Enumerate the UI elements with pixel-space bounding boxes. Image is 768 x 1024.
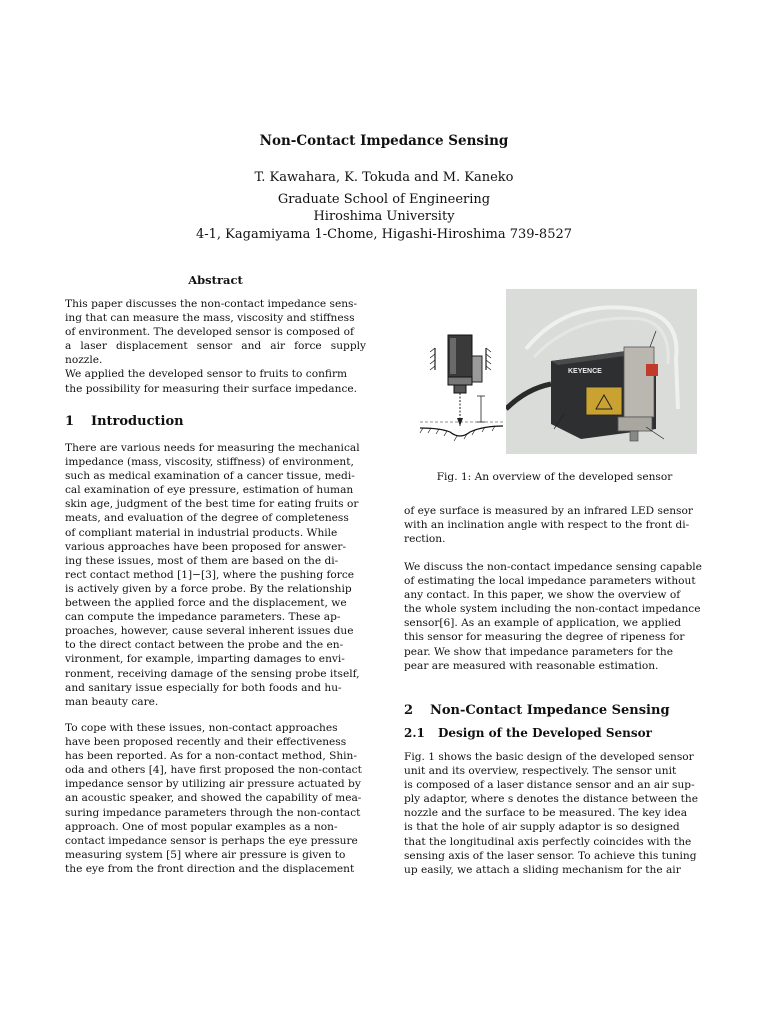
section-2-heading bbox=[404, 703, 670, 718]
text-line: nozzle and the surface to be measured. The key idea bbox=[404, 807, 688, 820]
subsection-title: Design of the Developed Sensor bbox=[438, 726, 652, 740]
text-line: rect contact method [1]−[3], where the pushing force bbox=[65, 568, 355, 581]
sensor-schematic-diagram bbox=[415, 330, 507, 448]
text-line: unit and its overview, respectively. The sensor unit bbox=[404, 765, 677, 778]
text-line: meats, and evaluation of the degree of completeness bbox=[65, 512, 349, 525]
intro-paragraph-2 bbox=[65, 721, 366, 876]
sensor-photo bbox=[506, 289, 697, 454]
text-line: impedance (mass, viscosity, stiffness) of environment, bbox=[65, 456, 354, 469]
affiliation-address: 4-1, Kagamiyama 1-Chome, Higashi-Hiroshima 739-8527 bbox=[195, 226, 573, 242]
text-line: To cope with these issues, non-contact approaches bbox=[65, 722, 338, 734]
text-line: the possibility for measuring their surface impedance. bbox=[65, 382, 358, 395]
text-line: There are various needs for measuring the mechanical bbox=[65, 442, 360, 454]
text-line: We applied the developed sensor to fruits to confirm bbox=[65, 368, 348, 381]
text-line: suring impedance parameters through the non-contact bbox=[65, 806, 361, 819]
text-line: sensing axis of the laser sensor. To achieve this tuning bbox=[404, 849, 697, 862]
text-line: of compliant material in industrial products. While bbox=[65, 526, 338, 539]
text-line: ing that can measure the mass, viscosity and stiffness bbox=[65, 312, 355, 325]
text-line: rection. bbox=[404, 533, 446, 546]
text-line: impedance sensor by utilizing air pressure actuated by bbox=[65, 778, 361, 791]
text-line: skin age, judgment of the best time for eating fruits or bbox=[65, 498, 359, 511]
text-line: measuring system [5] where air pressure is given to bbox=[65, 848, 346, 861]
text-line: and sanitary issue especially for both foods and hu- bbox=[65, 681, 342, 694]
text-line: ply adaptor, where s denotes the distance between the bbox=[404, 793, 698, 806]
text-line: is that the hole of air supply adaptor is so designed bbox=[404, 821, 680, 834]
text-line: such as medical examination of a cancer tissue, medi- bbox=[65, 470, 355, 483]
intro-continuation bbox=[404, 504, 705, 546]
text-line: man beauty care. bbox=[65, 695, 159, 708]
text-line: can compute the impedance parameters. These ap- bbox=[65, 611, 341, 624]
affiliation-university: Hiroshima University bbox=[313, 209, 455, 224]
section-title: Introduction bbox=[91, 414, 184, 429]
text-line: ing these issues, most of them are based on the di- bbox=[65, 554, 339, 567]
text-line: proaches, however, cause several inherent issues due bbox=[65, 625, 354, 638]
text-line: is actively given by a force probe. By the relationship bbox=[65, 582, 352, 595]
text-line: is composed of a laser distance sensor and an air sup- bbox=[404, 779, 695, 792]
text-line: that the longitudinal axis perfectly coincides with the bbox=[404, 835, 692, 848]
text-line: with an inclination angle with respect to the front di- bbox=[404, 519, 690, 532]
text-line: of environment. The developed sensor is composed of bbox=[65, 326, 354, 339]
text-line: have been proposed recently and their effectiveness bbox=[65, 736, 347, 749]
text-line: cal examination of eye pressure, estimation of human bbox=[65, 484, 354, 497]
text-line: an acoustic speaker, and showed the capability of mea- bbox=[65, 792, 362, 805]
authors: T. Kawahara, K. Tokuda and M. Kaneko bbox=[254, 170, 514, 185]
subsection-2-1-heading bbox=[404, 726, 652, 740]
text-line: various approaches have been proposed for answer- bbox=[65, 540, 347, 553]
text-line: sensor[6]. As an example of application, we applied bbox=[404, 617, 682, 630]
text-line: This paper discusses the non-contact impedance sens- bbox=[65, 298, 358, 310]
text-line: Fig. 1 shows the basic design of the developed sensor bbox=[404, 751, 694, 763]
text-line: ronment, receiving damage of the sensing probe itself, bbox=[65, 667, 360, 680]
brand-label: KEYENCE bbox=[568, 368, 602, 375]
text-line: up easily, we attach a sliding mechanism for the air bbox=[404, 863, 681, 876]
section-number: 1 bbox=[65, 414, 75, 429]
text-line: the whole system including the non-contact impedance bbox=[404, 603, 701, 616]
intro-paragraph-1 bbox=[65, 441, 366, 709]
text-line: the eye from the front direction and the displacement bbox=[65, 862, 355, 875]
text-line: of eye surface is measured by an infrared LED sensor bbox=[404, 505, 693, 517]
text-line: a laser displacement sensor and air force supply nozzle. bbox=[65, 340, 366, 367]
section-2-paragraph bbox=[404, 750, 705, 877]
text-line: this sensor for measuring the degree of ripeness for bbox=[404, 631, 685, 644]
subsection-number: 2.1 bbox=[404, 726, 425, 740]
figure-1-caption: Fig. 1: An overview of the developed sensor bbox=[436, 471, 673, 483]
section-1-heading bbox=[65, 414, 184, 429]
section-number: 2 bbox=[404, 703, 414, 718]
text-line: pear are measured with reasonable estimation. bbox=[404, 659, 659, 672]
text-line: approach. One of most popular examples as a non- bbox=[65, 820, 338, 833]
abstract-heading: Abstract bbox=[188, 273, 243, 287]
text-line: of estimating the local impedance parameters without bbox=[404, 575, 696, 588]
affiliation-school: Graduate School of Engineering bbox=[277, 191, 491, 207]
text-line: We discuss the non-contact impedance sensing capable bbox=[404, 561, 702, 573]
text-line: oda and others [4], have first proposed the non-contact bbox=[65, 764, 362, 777]
text-line: any contact. In this paper, we show the overview of bbox=[404, 589, 681, 602]
text-line: pear. We show that impedance parameters for the bbox=[404, 645, 673, 658]
text-line: has been reported. As for a non-contact method, Shin- bbox=[65, 750, 357, 763]
text-line: to the direct contact between the probe and the en- bbox=[65, 639, 344, 652]
text-line: vironment, for example, imparting damages to envi- bbox=[65, 653, 345, 666]
intro-paragraph-3 bbox=[404, 560, 705, 673]
author-block bbox=[0, 169, 768, 243]
paper-title: Non-Contact Impedance Sensing bbox=[259, 133, 509, 149]
text-line: contact impedance sensor is perhaps the eye pressure bbox=[65, 834, 358, 847]
abstract-body bbox=[65, 297, 366, 396]
section-title: Non-Contact Impedance Sensing bbox=[430, 703, 670, 718]
text-line: between the applied force and the displacement, we bbox=[65, 597, 347, 610]
